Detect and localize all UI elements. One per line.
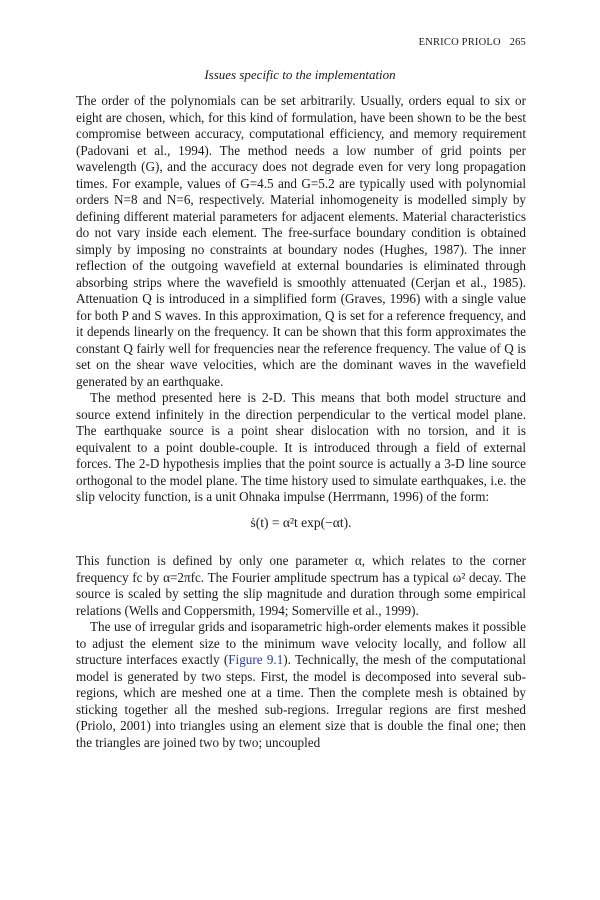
- running-header-author: ENRICO PRIOLO: [418, 37, 501, 48]
- paragraph-4: [76, 619, 526, 751]
- body-text: [76, 93, 526, 751]
- paragraph-1: The order of the polynomials can be set arbitrarily. Usually, orders equal to six or eight are chosen, which, for this kind of formulation, have been shown to be the best compromise between accuracy, computational efficiency, and memory requirement (Padovani et al., 1994). The method needs a low number of grid points per wavelength (G), and the accuracy does not degrade even for very long propagation times. For example, values of G=4.5 and G=5.2 are typically used with polynomial orders N=8 and N=6, respectively. Material inhomogeneity is modelled simply by defining different material parameters for adjacent elements. Material characteristics do not vary inside each element. The free-surface boundary condition is obtained simply by imposing no constraints at boundary nodes (Hughes, 1987). The inner reflection of the outgoing wavefield at external boundaries is eliminated through absorbing strips where the wavefield is smoothly attenuated (Cerjan et al., 1985). Attenuation Q is introduced in a simplified form (Graves, 1996) with a single value for both P and S waves. In this approximation, Q is set for a reference frequency, and it depends linearly on the frequency. It can be shown that this form approximates the constant Q fairly well for frequencies near the reference frequency. The value of Q is set on the shear wave velocities, which are the dominant waves in the wavefield generated by an earthquake.: [76, 93, 526, 389]
- section-title: Issues specific to the implementation: [204, 67, 396, 82]
- running-header: [419, 37, 526, 48]
- paragraph-4-text-a: The use of irregular grids and isoparametric high-order elements makes it possible to adjust the element size to the minimum wave velocity locally, and follow all structure interfaces exactly (: [76, 619, 526, 667]
- page-number: 265: [509, 37, 526, 48]
- paragraph-3: This function is defined by only one parameter α, which relates to the corner frequency fc by α=2πfc. The Fourier amplitude spectrum has a typical ω² decay. The source is scaled by setting the slip magnitude and duration through some empirical relations (Wells and Coppersmith, 1994; Somerville et al., 1999).: [76, 553, 526, 618]
- figure-9-1-link[interactable]: Figure 9.1: [228, 652, 284, 667]
- paragraph-2: The method presented here is 2-D. This means that both model structure and source extend infinitely in the direction perpendicular to the vertical model plane. The earthquake source is a point shear dislocation with no torsion, and it is equivalent to a point double-couple. It is introduced through a field of external forces. The 2-D hypothesis implies that the point source is actually a 3-D line source orthogonal to the model plane. The time history used to simulate earthquakes, i.e. the slip velocity function, is a unit Ohnaka impulse (Herrmann, 1996) of the form:: [76, 390, 526, 504]
- equation-slip-velocity: ṡ(t) = α²t exp(−αt).: [250, 514, 352, 530]
- paragraph-4-text-b: ). Technically, the mesh of the computational model is generated by two steps. First, the model is decomposed into several sub-regions, which are meshed one at a time. Then the complete mesh is obtained by sticking together all the meshed sub-regions. Irregular regions are first meshed (Priolo, 2001) into triangles using an element size that is double the final one; then the triangles are joined two by two; uncoupled: [76, 652, 526, 750]
